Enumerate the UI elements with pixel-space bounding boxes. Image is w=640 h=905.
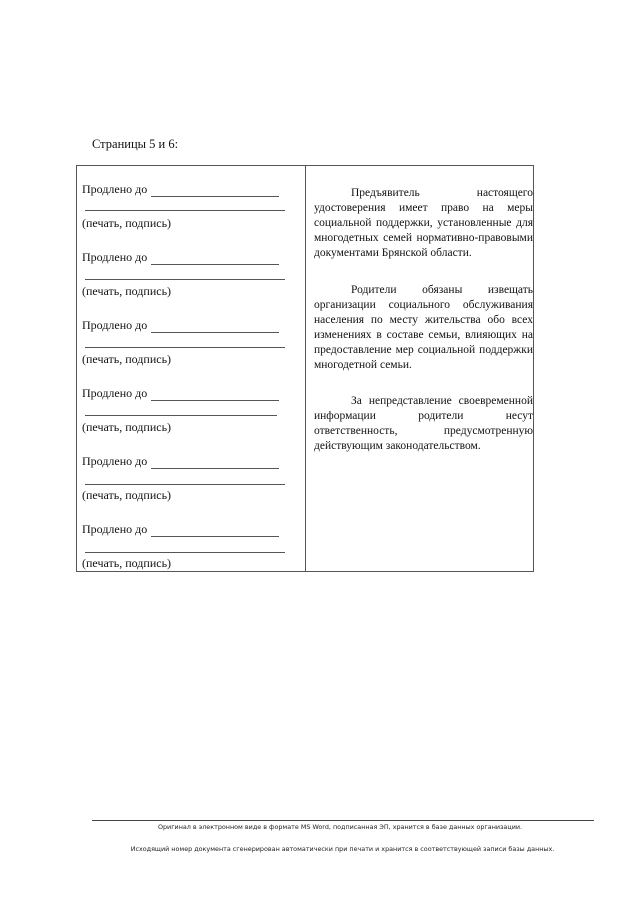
signature-line xyxy=(85,279,285,280)
liability-paragraph: За непредставление своевременной информации родители несут ответственность, предусмотренную действующим законодательством. xyxy=(314,395,533,452)
stamp-signature-label: (печать, подпись) xyxy=(82,284,172,298)
signature-line xyxy=(85,415,277,416)
signature-line xyxy=(85,484,285,485)
extended-until-label: Продлено до xyxy=(82,386,148,400)
obligations-paragraph: Родители обязаны извещать организации социального обслуживания населения по месту жительства обо всех изменениях в составе семьи, влияющих на предоставление мер социальной поддержки многодетной семьи. xyxy=(314,284,533,371)
extension-entry-4 xyxy=(82,386,279,401)
footer-number-note: Исходящий номер документа сгенерирован автоматически при печати и хранится в соответствующей записи базы данных. xyxy=(130,845,555,853)
stamp-signature-label: (печать, подпись) xyxy=(82,216,172,230)
stamp-signature-label: (печать, подпись) xyxy=(82,352,172,366)
date-line xyxy=(151,186,279,197)
extended-until-label: Продлено до xyxy=(82,250,148,264)
signature-line xyxy=(85,552,285,553)
signature-line xyxy=(85,210,285,211)
extension-entry-3 xyxy=(82,318,279,333)
date-line xyxy=(151,254,279,265)
extended-until-label: Продлено до xyxy=(82,454,148,468)
extension-entry-5 xyxy=(82,454,279,469)
rights-paragraph: Предъявитель настоящего удостоверения имеет право на меры социальной поддержки, установленные для многодетных семей нормативно-правовыми документами Брянской области. xyxy=(314,187,533,259)
date-line xyxy=(151,322,279,333)
rights-column xyxy=(306,166,533,571)
extended-until-label: Продлено до xyxy=(82,522,148,536)
date-line xyxy=(151,526,279,537)
extension-column xyxy=(77,166,306,571)
date-line xyxy=(151,390,279,401)
page-heading: Страницы 5 и 6: xyxy=(92,137,179,151)
stamp-signature-label: (печать, подпись) xyxy=(82,420,172,434)
stamp-signature-label: (печать, подпись) xyxy=(82,556,172,570)
extension-entry-1 xyxy=(82,182,279,197)
certificate-pages-table xyxy=(76,165,534,572)
stamp-signature-label: (печать, подпись) xyxy=(82,488,172,502)
signature-line xyxy=(85,347,285,348)
footer-original-note: Оригинал в электронном виде в формате MS Word, подписанная ЭП, хранится в базе данных организации. xyxy=(157,823,523,831)
footer-divider xyxy=(92,820,594,821)
extended-until-label: Продлено до xyxy=(82,318,148,332)
date-line xyxy=(151,458,279,469)
extension-entry-6 xyxy=(82,522,279,537)
extended-until-label: Продлено до xyxy=(82,182,148,196)
extension-entry-2 xyxy=(82,250,279,265)
